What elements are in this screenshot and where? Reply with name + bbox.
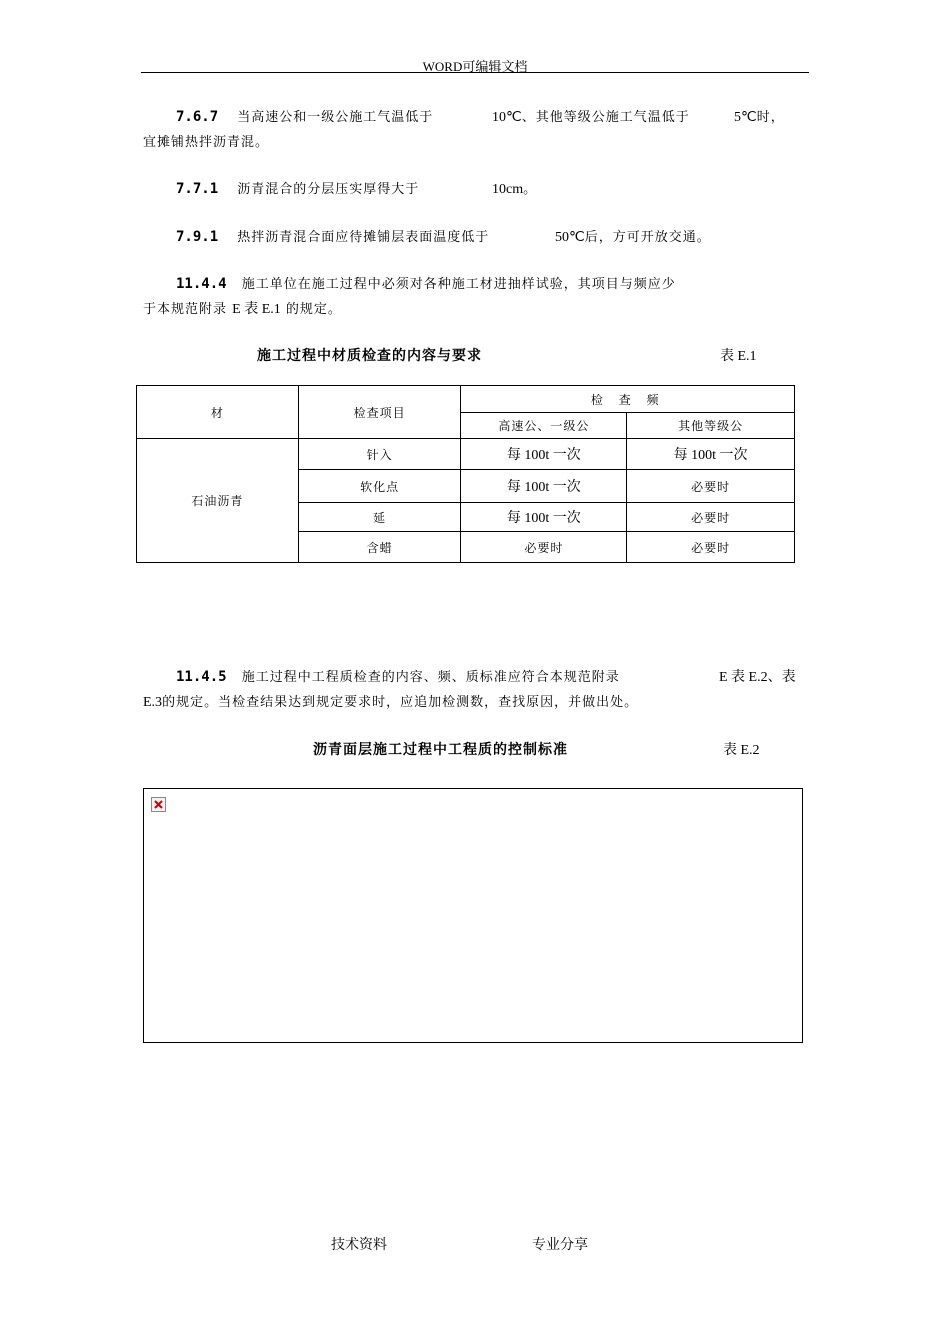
- clause-text: 沥青混合的分层压实厚得大于: [237, 182, 420, 197]
- table2-image-placeholder: [143, 788, 803, 1043]
- item-cell: 针入: [298, 439, 461, 470]
- table-reference: E.3: [143, 695, 163, 710]
- frequency-cell: 必要时: [627, 503, 795, 532]
- item-cell: 延: [298, 503, 461, 532]
- header-frequency-other: 其他等级公: [627, 413, 795, 439]
- clause-text: 施工单位在施工过程中必须对各种施工材进抽样试验，其项目与频应少: [241, 277, 676, 292]
- clause-text: 当高速公和一级公施工气温低于: [237, 110, 434, 125]
- header-divider: [141, 72, 809, 73]
- page-header: WORD可编辑文档: [422, 59, 528, 74]
- clause-791: [176, 226, 489, 245]
- thickness-value: 10cm: [492, 182, 524, 197]
- clause-767-cont: [492, 106, 690, 126]
- clause-1145: [176, 666, 620, 685]
- material-cell: 石油沥青: [137, 439, 299, 563]
- clause-number: 7.7.1: [176, 181, 219, 197]
- clause-1144: [176, 273, 676, 292]
- table1-number: 表 E.1: [720, 349, 757, 364]
- header-frequency: 检 查 频: [461, 386, 795, 413]
- frequency-cell: 必要时: [461, 532, 627, 563]
- frequency-cell: 必要时: [627, 532, 795, 563]
- clause-text: 的规定。: [285, 302, 342, 317]
- footer-left: 技术资料: [331, 1237, 387, 1253]
- item-cell: 软化点: [298, 470, 461, 503]
- clause-text: 施工过程中工程质检查的内容、频、质标准应符合本规范附录: [241, 670, 620, 685]
- table2-number: 表 E.2: [723, 743, 760, 758]
- header-frequency-highway: 高速公、一级公: [461, 413, 627, 439]
- clause-text: 时，: [756, 110, 785, 125]
- frequency-cell: 必要时: [627, 470, 795, 503]
- clause-text: 于本规范附录: [143, 302, 228, 317]
- temperature-value: 5℃: [734, 110, 757, 125]
- clause-1145-line2: [143, 691, 638, 711]
- clause-767: [176, 106, 433, 125]
- clause-text: 、其他等级公施工气温低于: [521, 110, 690, 125]
- frequency-cell: 每 100t 一次: [461, 470, 627, 503]
- table-reference: E 表 E.2、表: [719, 670, 796, 685]
- clause-text: 后，方可开放交通。: [584, 230, 711, 245]
- clause-771: [176, 178, 419, 197]
- clause-number: 7.6.7: [176, 109, 219, 125]
- clause-791-value: [555, 226, 711, 246]
- temperature-value: 10℃: [492, 110, 522, 125]
- header-material: 材: [137, 386, 299, 439]
- header-item: 检查项目: [298, 386, 461, 439]
- table2-caption: 沥青面层施工过程中工程质的控制标准: [313, 742, 568, 758]
- clause-number: 11.4.4: [176, 276, 227, 292]
- frequency-cell: 每 100t 一次: [627, 439, 795, 470]
- clause-text: 热拌沥青混合面应待摊铺层表面温度低于: [237, 230, 490, 245]
- frequency-cell: 每 100t 一次: [461, 503, 627, 532]
- temperature-value: 50℃: [555, 230, 585, 245]
- clause-1144-line2: [143, 298, 342, 318]
- clause-771-value: [492, 178, 537, 198]
- item-cell: 含蜡: [298, 532, 461, 563]
- clause-767-line2: 宜摊铺热拌沥青混。: [143, 135, 270, 150]
- table1-caption: 施工过程中材质检查的内容与要求: [257, 348, 482, 364]
- clause-number: 11.4.5: [176, 669, 227, 685]
- footer-right: 专业分享: [532, 1237, 588, 1253]
- table-reference: E 表 E.1: [232, 302, 281, 317]
- broken-image-icon: [151, 797, 166, 812]
- clause-767-end: [734, 106, 785, 126]
- frequency-cell: 每 100t 一次: [461, 439, 627, 470]
- material-inspection-table: [136, 385, 795, 563]
- clause-number: 7.9.1: [176, 229, 219, 245]
- clause-1145-ref: [719, 666, 796, 686]
- clause-text: 的规定。当检查结果达到规定要求时，应追加检测数，查找原因，并做出处。: [162, 695, 639, 710]
- clause-text: 。: [523, 182, 538, 197]
